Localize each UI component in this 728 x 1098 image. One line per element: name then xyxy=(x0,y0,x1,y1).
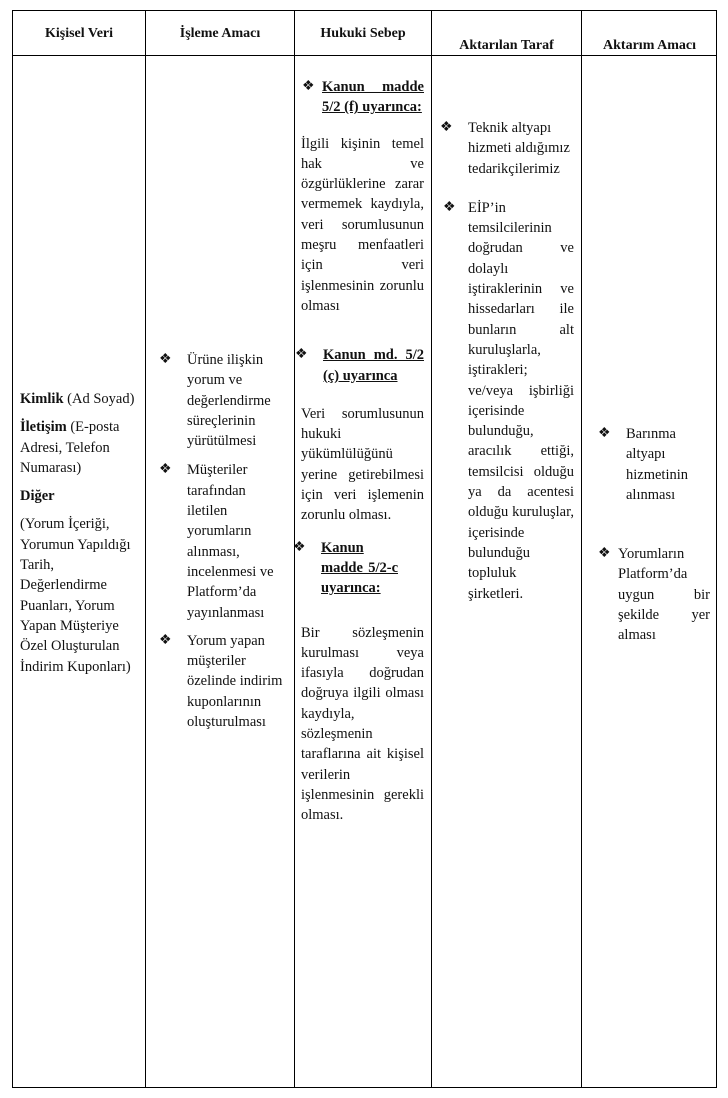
purpose-item-text: Ürüne ilişkin yorum ve değerlendirme süreçlerinin yürütülmesi xyxy=(187,352,271,450)
transfer-purpose-item xyxy=(598,544,710,645)
legal-heading-text: Kanun md. 5/2 (ç) uyarınca xyxy=(323,347,424,384)
column-divider xyxy=(431,11,432,1087)
transfer-party-text: EİP’in temsilcilerinin doğrudan ve dolaylı iştiraklerinin ve hissedarları ile bunların alt kuruluşlarla, iştirakleri; ve/veya işbirliği içerisinde bulunduğu, aracılık ettiği, temsilcisi olduğu ya da acentesi olduğu kuruluşlar, içerisinde bulunduğu topluluk şirketleri. xyxy=(468,199,574,602)
legal-heading-1 xyxy=(302,77,424,118)
purpose-item-text: Yorum yapan müşteriler özelinde indirim kuponlarının oluşturulması xyxy=(187,632,283,731)
personal-data-cell xyxy=(20,389,138,677)
header-legal-basis: Hukuki Sebep xyxy=(320,25,406,41)
transfer-party-text: Teknik altyapı hizmeti aldığımız tedarikçilerimiz xyxy=(468,120,570,177)
bullet-icon: ❖ xyxy=(293,539,306,555)
bullet-icon: ❖ xyxy=(598,426,611,441)
transfer-purpose-item xyxy=(598,424,710,505)
purpose-item xyxy=(159,350,287,451)
transfer-purpose-cell xyxy=(598,424,710,646)
bullet-icon: ❖ xyxy=(443,199,456,215)
identity-label: Kimlik xyxy=(20,391,64,407)
legal-heading-text: Kanun madde 5/2-c uyarınca: xyxy=(321,539,398,597)
header-transfer-purpose: Aktarım Amacı xyxy=(603,38,696,53)
processing-purpose-cell xyxy=(159,350,287,732)
header-processing-purpose: İşleme Amacı xyxy=(179,25,261,41)
transfer-purpose-text: Barınma altyapı hizmetinin alınması xyxy=(626,426,689,503)
bullet-icon: ❖ xyxy=(302,79,315,94)
legal-heading-2 xyxy=(295,345,424,386)
purpose-item xyxy=(159,460,287,622)
identity-text: (Ad Soyad) xyxy=(63,391,135,407)
other-label: Diğer xyxy=(20,488,55,505)
legal-paragraph: Bir sözleşmenin kurulması veya ifasıyla doğrudan doğruya ilgili olması kaydıyla, sözleşmenin taraflarına ait kişisel verilerin işlenmesinin gerekli olması. xyxy=(301,624,424,824)
bullet-icon: ❖ xyxy=(440,120,453,135)
bullet-icon: ❖ xyxy=(295,347,308,363)
column-divider xyxy=(145,11,146,1087)
transfer-party-item xyxy=(440,198,574,604)
transfer-party-item xyxy=(440,118,574,179)
contact-text: (E-posta Adresi, Telefon Numarası) xyxy=(20,419,120,476)
other-text: (Yorum İçeriği, Yorumun Yapıldığı Tarih, Değerlendirme Puanları, Yorum Yapan Müşteriye Özel Oluşturulan İndirim Kuponları) xyxy=(20,516,131,675)
legal-paragraph: Veri sorumlusunun hukuki yükümlülüğünü yerine getirebilmesi için veri işlemenin zorunlu olması. xyxy=(301,405,424,524)
contact-entry xyxy=(20,417,138,478)
legal-paragraph: İlgili kişinin temel hak ve özgürlüklerine zarar vermemek kaydıyla, veri sorumlusunun meşru menfaatleri için veri işlenmesinin zorunlu olması xyxy=(301,135,424,314)
legal-heading-3 xyxy=(293,538,398,599)
column-divider xyxy=(581,11,582,1087)
legal-heading-text: Kanun madde 5/2 (f) uyarınca: xyxy=(322,79,424,116)
bullet-icon: ❖ xyxy=(598,546,611,562)
bullet-icon: ❖ xyxy=(159,352,172,367)
contact-label: İletişim xyxy=(20,419,67,436)
identity-entry xyxy=(20,389,138,409)
data-processing-table xyxy=(12,10,717,1088)
header-transfer-party: Aktarılan Taraf xyxy=(459,38,554,53)
transfer-purpose-text: Yorumların Platform’da uygun bir şekilde yer alması xyxy=(618,546,710,644)
transfer-party-cell xyxy=(440,118,574,604)
legal-basis-cell xyxy=(293,77,424,826)
purpose-item-text: Müşteriler tarafından iletilen yorumların alınması, incelenmesi ve Platform’da yayınlanması xyxy=(187,462,274,621)
bullet-icon: ❖ xyxy=(159,632,172,648)
header-personal-data: Kişisel Veri xyxy=(44,25,114,41)
bullet-icon: ❖ xyxy=(159,462,172,478)
purpose-item xyxy=(159,631,287,732)
